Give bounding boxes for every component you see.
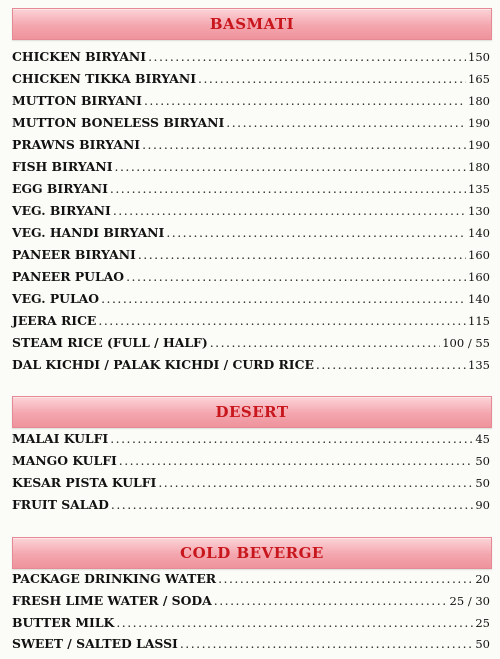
dot-leader	[148, 49, 466, 64]
item-name: FISH BIRYANI	[12, 159, 113, 174]
item-name: STEAM RICE (FULL / HALF)	[12, 335, 208, 350]
menu-item	[12, 593, 490, 615]
menu-item	[12, 181, 490, 203]
dot-leader	[142, 137, 466, 152]
dot-leader	[119, 453, 474, 468]
dot-leader	[138, 247, 466, 262]
item-name: EGG BIRYANI	[12, 181, 108, 196]
dot-leader	[113, 203, 466, 218]
menu-item	[12, 93, 490, 115]
dot-leader	[115, 159, 467, 174]
dot-leader	[198, 71, 466, 86]
dot-leader	[101, 291, 466, 306]
section-title: DESERT	[215, 403, 289, 421]
menu-item	[12, 203, 490, 225]
item-price: 115	[468, 314, 490, 328]
item-name: PANEER PULAO	[12, 269, 125, 284]
item-name: MALAI KULFI	[12, 431, 109, 446]
item-price: 20	[475, 572, 490, 586]
item-name: BUTTER MILK	[12, 615, 115, 630]
menu-item	[12, 453, 490, 475]
item-price: 135	[468, 358, 490, 372]
item-price: 180	[468, 94, 490, 108]
menu-item	[12, 475, 490, 497]
dot-leader	[110, 181, 466, 196]
item-name: PANEER BIRYANI	[12, 247, 136, 262]
item-name: FRESH LIME WATER / SODA	[12, 593, 212, 608]
dot-leader	[226, 115, 466, 130]
section-banner-basmati	[12, 8, 492, 40]
item-price: 50	[475, 454, 490, 468]
item-price: 165	[468, 72, 490, 86]
menu-item	[12, 313, 490, 335]
menu-item	[12, 115, 490, 137]
item-price: 135	[468, 182, 490, 196]
dot-leader	[180, 636, 474, 651]
menu-item	[12, 636, 490, 658]
item-price: 140	[468, 226, 490, 240]
item-price: 25	[475, 616, 490, 630]
item-price: 190	[468, 116, 490, 130]
menu-item	[12, 159, 490, 181]
item-name: PRAWNS BIRYANI	[12, 137, 141, 152]
item-price: 130	[468, 204, 490, 218]
menu-item	[12, 615, 490, 637]
dot-leader	[98, 313, 466, 328]
item-name: SWEET / SALTED LASSI	[12, 636, 178, 651]
section-banner-desert	[12, 396, 492, 428]
item-price: 50	[475, 637, 490, 651]
menu-item	[12, 247, 490, 269]
menu-item	[12, 49, 490, 71]
dot-leader	[218, 571, 473, 586]
item-price: 50	[475, 476, 490, 490]
item-name: MANGO KULFI	[12, 453, 117, 468]
dot-leader	[214, 593, 448, 608]
item-price: 25 / 30	[449, 594, 490, 608]
menu-item	[12, 431, 490, 453]
item-name: CHICKEN TIKKA BIRYANI	[12, 71, 197, 86]
item-price: 150	[468, 50, 490, 64]
section-title: BASMATI	[209, 15, 295, 33]
menu-item	[12, 571, 490, 593]
item-name: VEG. BIRYANI	[12, 203, 111, 218]
section-banner-cold-beverge	[12, 537, 492, 569]
item-price: 90	[475, 498, 490, 512]
menu-item	[12, 269, 490, 291]
dot-leader	[158, 475, 473, 490]
dot-leader	[116, 615, 473, 630]
item-price: 45	[475, 432, 490, 446]
dot-leader	[316, 357, 466, 372]
item-name: FRUIT SALAD	[12, 497, 109, 512]
item-name: MUTTON BIRYANI	[12, 93, 142, 108]
menu-item	[12, 335, 490, 357]
menu-item	[12, 225, 490, 247]
item-name: JEERA RICE	[12, 313, 97, 328]
menu-item	[12, 71, 490, 93]
dot-leader	[144, 93, 466, 108]
item-price: 160	[468, 248, 490, 262]
menu-item	[12, 291, 490, 313]
item-name: VEG. PULAO	[12, 291, 100, 306]
item-price: 140	[468, 292, 490, 306]
item-name: CHICKEN BIRYANI	[12, 49, 147, 64]
item-price: 160	[468, 270, 490, 284]
dot-leader	[111, 497, 473, 512]
section-title: COLD BEVERGE	[180, 544, 324, 562]
item-price: 190	[468, 138, 490, 152]
dot-leader	[166, 225, 466, 240]
item-name: DAL KICHDI / PALAK KICHDI / CURD RICE	[12, 357, 314, 372]
dot-leader	[110, 431, 473, 446]
item-name: PACKAGE DRINKING WATER	[12, 571, 217, 586]
dot-leader	[126, 269, 466, 284]
item-name: MUTTON BONELESS BIRYANI	[12, 115, 225, 130]
item-name: VEG. HANDI BIRYANI	[12, 225, 165, 240]
menu-item	[12, 497, 490, 519]
item-price: 100 / 55	[442, 336, 490, 350]
menu-item	[12, 137, 490, 159]
menu-item	[12, 357, 490, 379]
dot-leader	[210, 335, 441, 350]
item-price: 180	[468, 160, 490, 174]
item-name: KESAR PISTA KULFI	[12, 475, 157, 490]
